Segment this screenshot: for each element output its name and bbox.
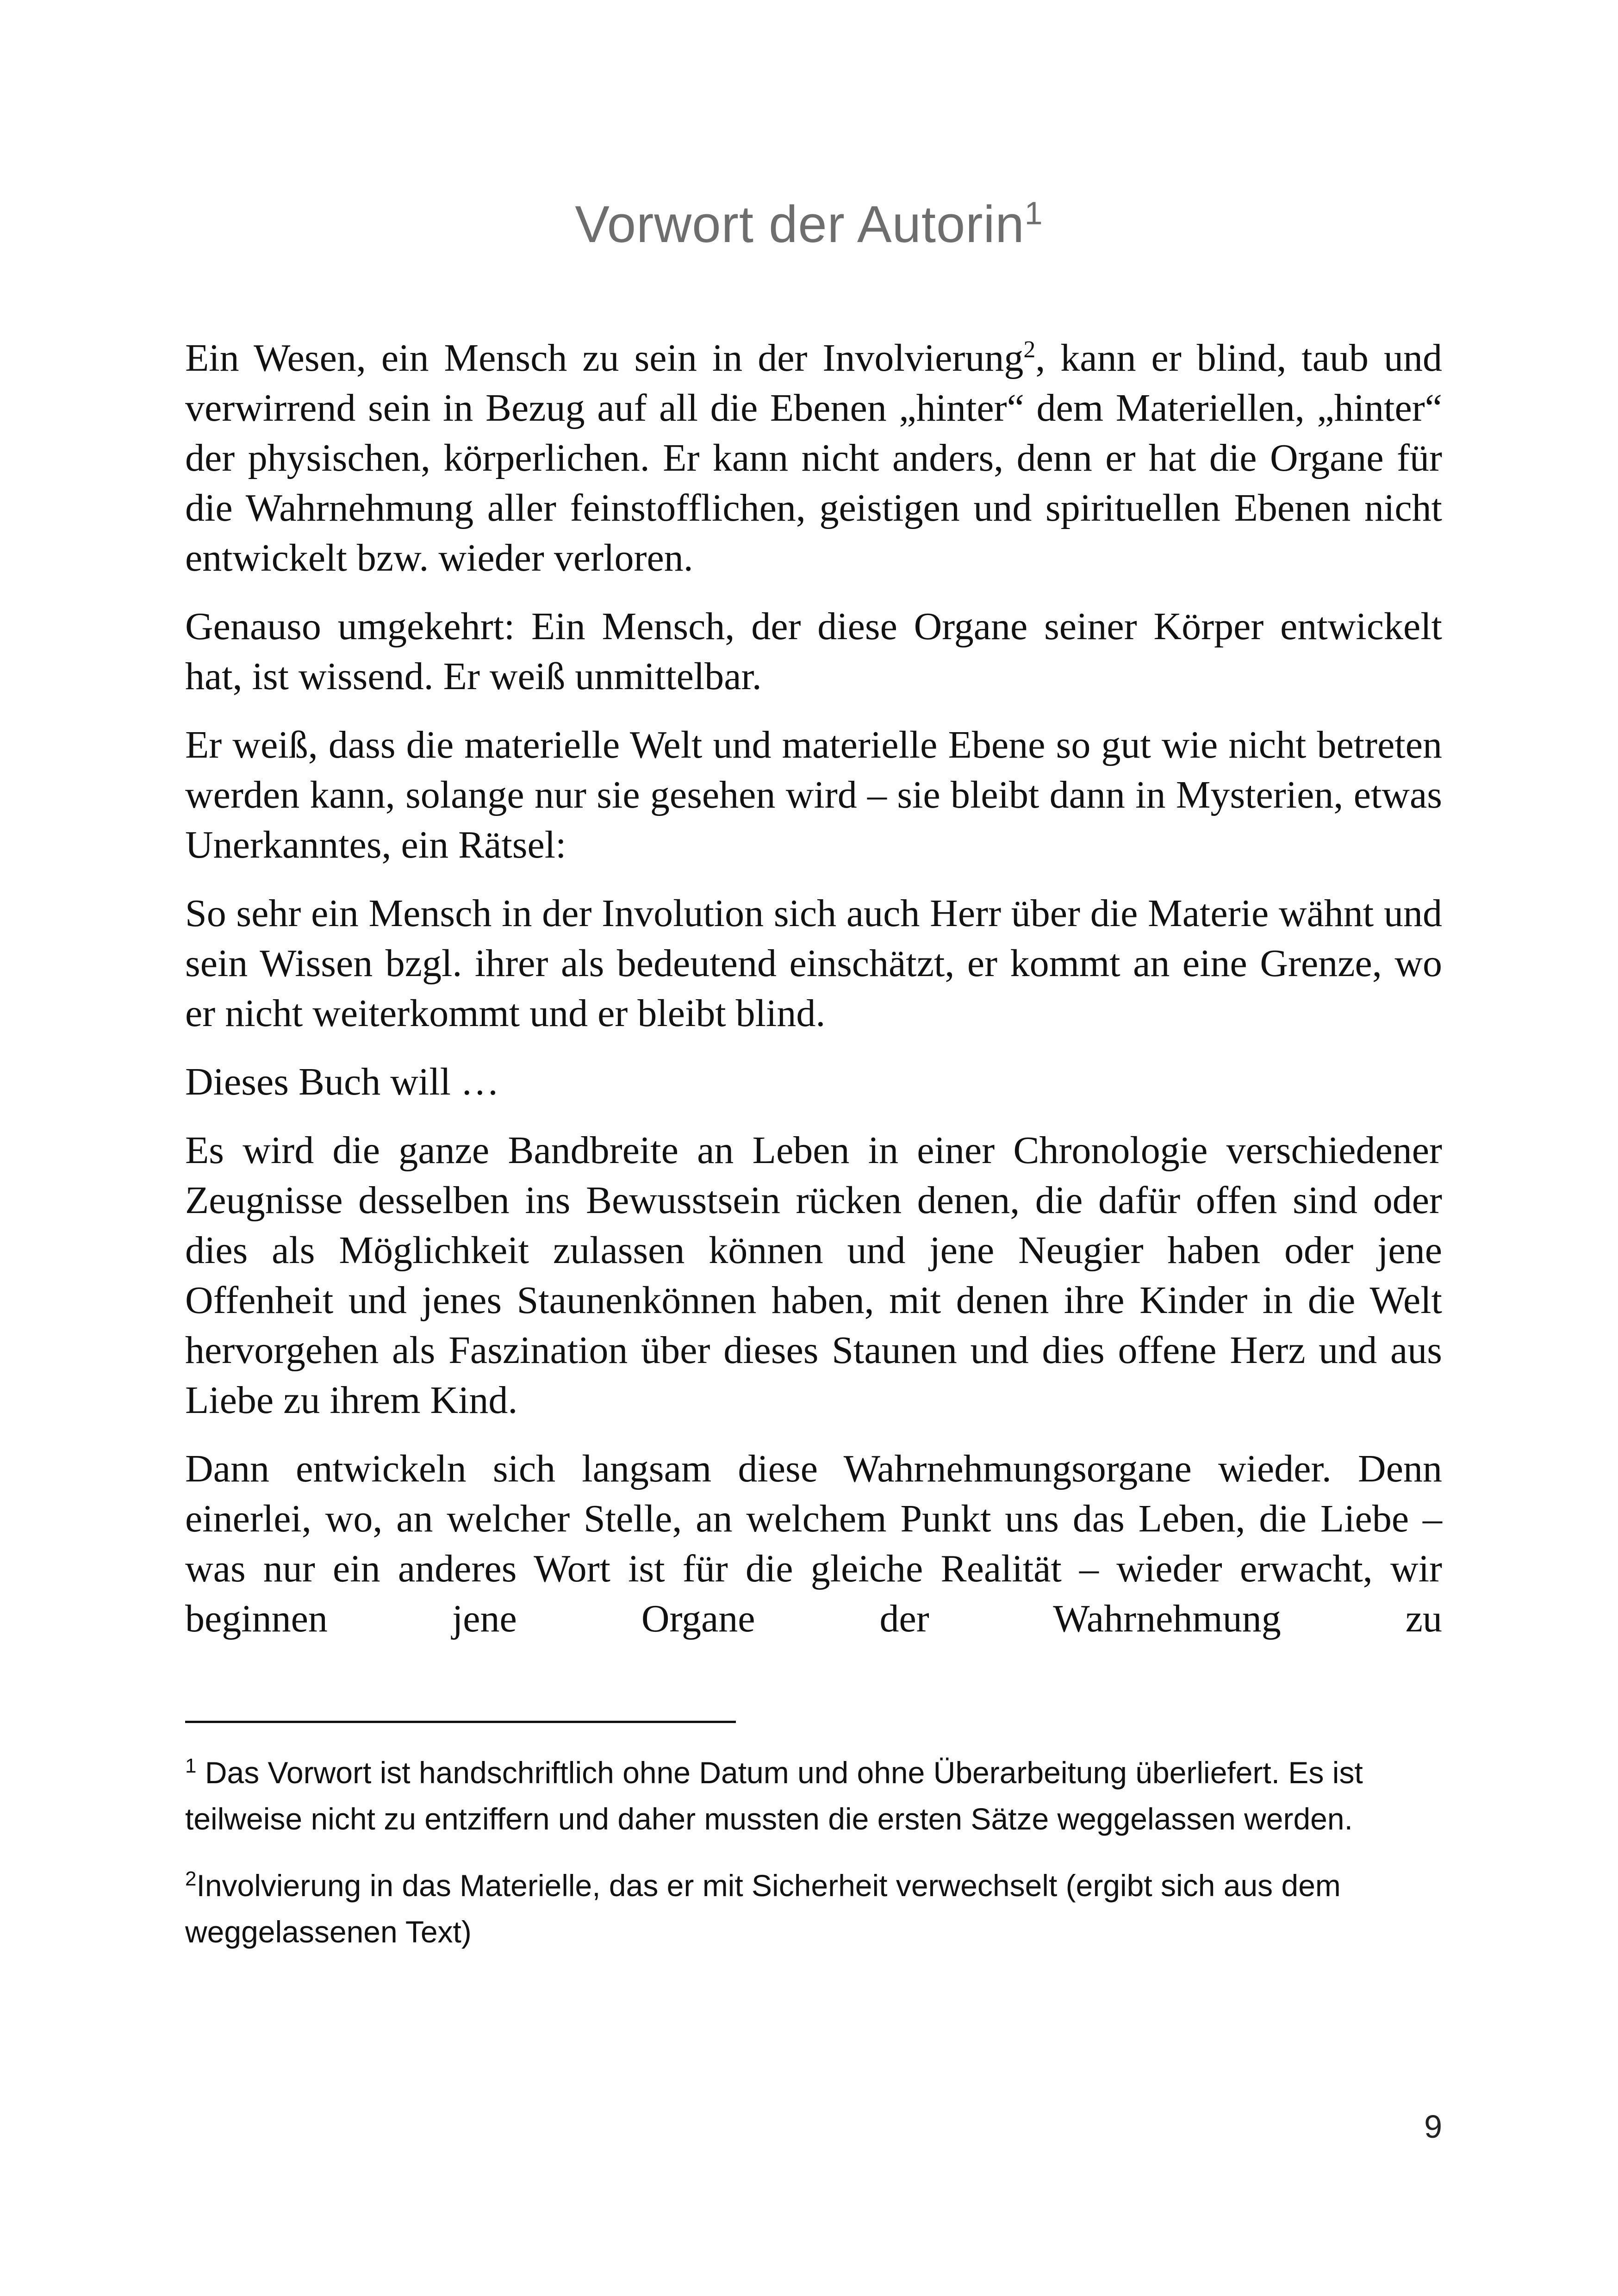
footnote-ref-2: 2: [1023, 336, 1036, 363]
footnote-separator: [185, 1721, 736, 1723]
footnote-1: [185, 1749, 1442, 1842]
title-footnote-ref: 1: [1024, 195, 1043, 231]
page-title: [0, 194, 1618, 254]
body-text: [185, 333, 1442, 1662]
paragraph-3: Er weiß, dass die materielle Welt und materielle Ebene so gut wie nicht betreten werden kann, solange nur sie gesehen wird – sie bleibt dann in Mysterien, etwas Unerkanntes, ein Rätsel:: [185, 723, 1442, 866]
page-number: 9: [1424, 2109, 1442, 2145]
paragraph-2: Genauso umgekehrt: Ein Mensch, der diese Organe seiner Körper entwickelt hat, ist wissend. Er weiß unmittelbar.: [185, 605, 1442, 698]
paragraph-1-start: Ein Wesen, ein Mensch zu sein in der Involvierung: [185, 336, 1024, 380]
paragraph-1-end: , kann er blind, taub und verwirrend sein in Bezug auf all die Ebenen „hinter“ dem Materiellen, „hinter“ der physischen, körperlichen. Er kann nicht anders, denn er hat die Organe für die Wahrnehmung aller feinstofflichen, geistigen und spirituellen Ebenen nicht entwickelt bzw. wieder verloren.: [185, 336, 1442, 579]
paragraph-1: [185, 333, 1442, 583]
paragraph-4: So sehr ein Mensch in der Involution sich auch Herr über die Materie wähnt und sein Wissen bzgl. ihrer als bedeutend einschätzt, er kommt an eine Grenze, wo er nicht weiterkommt und er bleibt blind.: [185, 892, 1442, 1035]
paragraph-6: Es wird die ganze Bandbreite an Leben in einer Chronologie verschiedener Zeugnisse desselben ins Bewusstsein rücken denen, die dafür offen sind oder dies als Möglichkeit zulassen können und jene Neugier haben oder jene Offenheit und jenes Staunenkönnen haben, mit denen ihre Kinder in die Welt hervorgehen als Faszination über dieses Staunen und dies offene Herz und aus Liebe zu ihrem Kind.: [185, 1129, 1442, 1422]
footnote-2-text: Involvierung in das Materielle, das er mit Sicherheit verwechselt (ergibt sich aus dem weggelassenen Text): [185, 1868, 1341, 1949]
footnote-1-number: 1: [185, 1755, 197, 1777]
footnote-2-number: 2: [185, 1867, 197, 1890]
paragraph-5: Dieses Buch will …: [185, 1060, 499, 1103]
footnote-1-text: Das Vorwort ist handschriftlich ohne Datum und ohne Überarbeitung überliefert. Es ist teilweise nicht zu entziffern und daher mussten die ersten Sätze weggelassen werden.: [185, 1755, 1363, 1836]
footnotes: [185, 1749, 1442, 1975]
footnote-2: [185, 1862, 1442, 1955]
paragraph-7: Dann entwickeln sich langsam diese Wahrnehmungsorgane wieder. Denn einerlei, wo, an welcher Stelle, an welchem Punkt uns das Leben, die Liebe – was nur ein anderes Wort ist für die gleiche Realität – wieder erwacht, wir beginnen jene Organe der Wahrnehmung zu: [185, 1447, 1442, 1640]
title-text: Vorwort der Autorin: [575, 195, 1025, 253]
